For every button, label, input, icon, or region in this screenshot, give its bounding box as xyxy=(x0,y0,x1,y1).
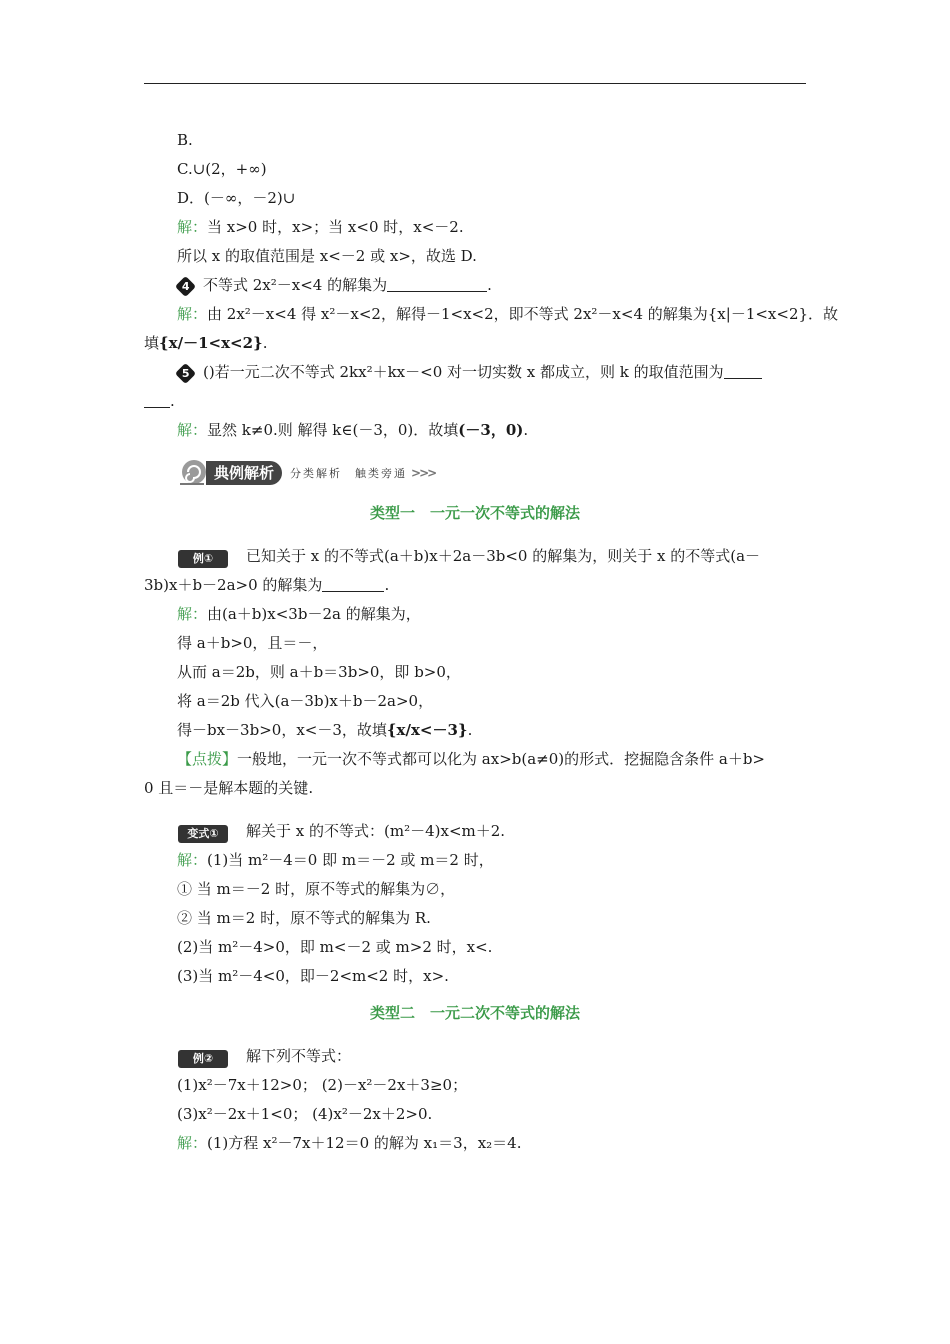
question-4: 4 不等式 2x²－x<4 的解集为 . xyxy=(144,271,806,300)
solution-line: 得－bx－3b>0，x<－3，故填{x/x<－3}. xyxy=(177,721,473,739)
arrows-icon: >>> xyxy=(411,465,436,480)
answer-blank xyxy=(724,363,762,379)
question-5-cont: . xyxy=(144,387,806,416)
example-tag: 例① xyxy=(178,550,228,568)
solution-line: 解：(1)方程 x²－7x＋12＝0 的解为 x₁＝3，x₂＝4. xyxy=(177,1134,522,1152)
option-c: C.∪(2，+∞) xyxy=(177,160,267,178)
tip-line: 0 且＝－是解本题的关键. xyxy=(144,779,314,797)
problem-item: (3)x²－2x＋1<0； (4)x²－2x＋2>0. xyxy=(177,1105,433,1123)
solution-line: (2)当 m²－4>0，即 m<－2 或 m>2 时，x<. xyxy=(177,938,493,956)
variant-tag: 变式① xyxy=(178,825,228,843)
solution-line: 填{x/－1<x<2}. xyxy=(144,334,268,352)
answer-blank xyxy=(144,392,170,408)
solution-line: 所以 x 的取值范围是 x<－2 或 x>，故选 D. xyxy=(177,247,477,265)
banner-subtitle: 分类解析 触类旁通 xyxy=(290,466,408,480)
solution-line: 解：(1)当 m²－4＝0 即 m＝－2 或 m＝2 时， xyxy=(177,851,494,869)
solution-label: 解： xyxy=(177,851,208,869)
solution-line: ① 当 m＝－2 时，原不等式的解集为∅， xyxy=(177,880,456,898)
tip-line: 【点拨】一般地，一元一次不等式都可以化为 ax>b(a≠0)的形式．挖掘隐含条件 a＋b> xyxy=(177,750,765,768)
problem-item: (1)x²－7x＋12>0； (2)－x²－2x＋3≥0； xyxy=(177,1076,468,1094)
example-tag: 例② xyxy=(178,1050,228,1068)
solution-label: 解： xyxy=(177,421,208,439)
question-number-badge: 5 xyxy=(175,363,196,384)
answer-blank xyxy=(322,576,384,592)
question-5: 5 ()若一元二次不等式 2kx²＋kx－<0 对一切实数 x 都成立，则 k 的取值范围为 xyxy=(144,358,806,387)
header-rule xyxy=(144,83,806,84)
spiral-icon xyxy=(178,458,208,488)
question-number-badge: 4 xyxy=(175,276,196,297)
solution-line: (3)当 m²－4<0，即－2<m<2 时，x>. xyxy=(177,967,449,985)
solution-label: 解： xyxy=(177,605,208,623)
example-1: 例① 已知关于 x 的不等式(a＋b)x＋2a－3b<0 的解集为，则关于 x 的不等式(a－ xyxy=(144,542,806,571)
solution-line: 得 a＋b>0，且＝－， xyxy=(177,634,328,652)
banner-title: 典例解析 xyxy=(206,461,282,485)
option-d: D．(－∞，－2)∪ xyxy=(177,189,296,207)
option-b: B. xyxy=(177,131,193,149)
answer-bold: (－3，0) xyxy=(458,421,524,439)
example-1-cont: 3b)x＋b－2a>0 的解集为 . xyxy=(144,576,390,594)
solution-line: 解：显然 k≠0.则 解得 k∈(－3，0)．故填(－3，0). xyxy=(177,421,529,439)
section-banner xyxy=(178,451,806,495)
solution-line: 解：当 x>0 时，x>；当 x<0 时，x<－2. xyxy=(177,218,464,236)
variant-1: 变式① 解关于 x 的不等式：(m²－4)x<m＋2. xyxy=(144,817,806,846)
solution-label: 解： xyxy=(177,305,208,323)
type-1-title: 类型一 一元一次不等式的解法 xyxy=(369,504,580,522)
type-2-title: 类型二 一元二次不等式的解法 xyxy=(369,1004,580,1022)
solution-line: 将 a＝2b 代入(a－3b)x＋b－2a>0， xyxy=(177,692,434,710)
answer-bold: {x/－1<x<2} xyxy=(159,334,263,352)
solution-line: ② 当 m＝2 时，原不等式的解集为 R. xyxy=(177,909,431,927)
solution-line: 解：由(a＋b)x<3b－2a 的解集为， xyxy=(177,605,421,623)
example-2: 例② 解下列不等式： xyxy=(144,1042,806,1071)
tip-label: 【点拨】 xyxy=(177,750,238,768)
answer-blank xyxy=(387,276,487,292)
solution-label: 解： xyxy=(177,218,208,236)
answer-bold: {x/x<－3} xyxy=(386,721,468,739)
solution-line: 从而 a＝2b，则 a＋b＝3b>0，即 b>0， xyxy=(177,663,461,681)
page-content xyxy=(144,126,839,1158)
solution-label: 解： xyxy=(177,1134,208,1152)
solution-line: 解：由 2x²－x<4 得 x²－x<2，解得－1<x<2，即不等式 2x²－x<4 的解集为{x|－1<x<2}．故 xyxy=(177,305,839,323)
